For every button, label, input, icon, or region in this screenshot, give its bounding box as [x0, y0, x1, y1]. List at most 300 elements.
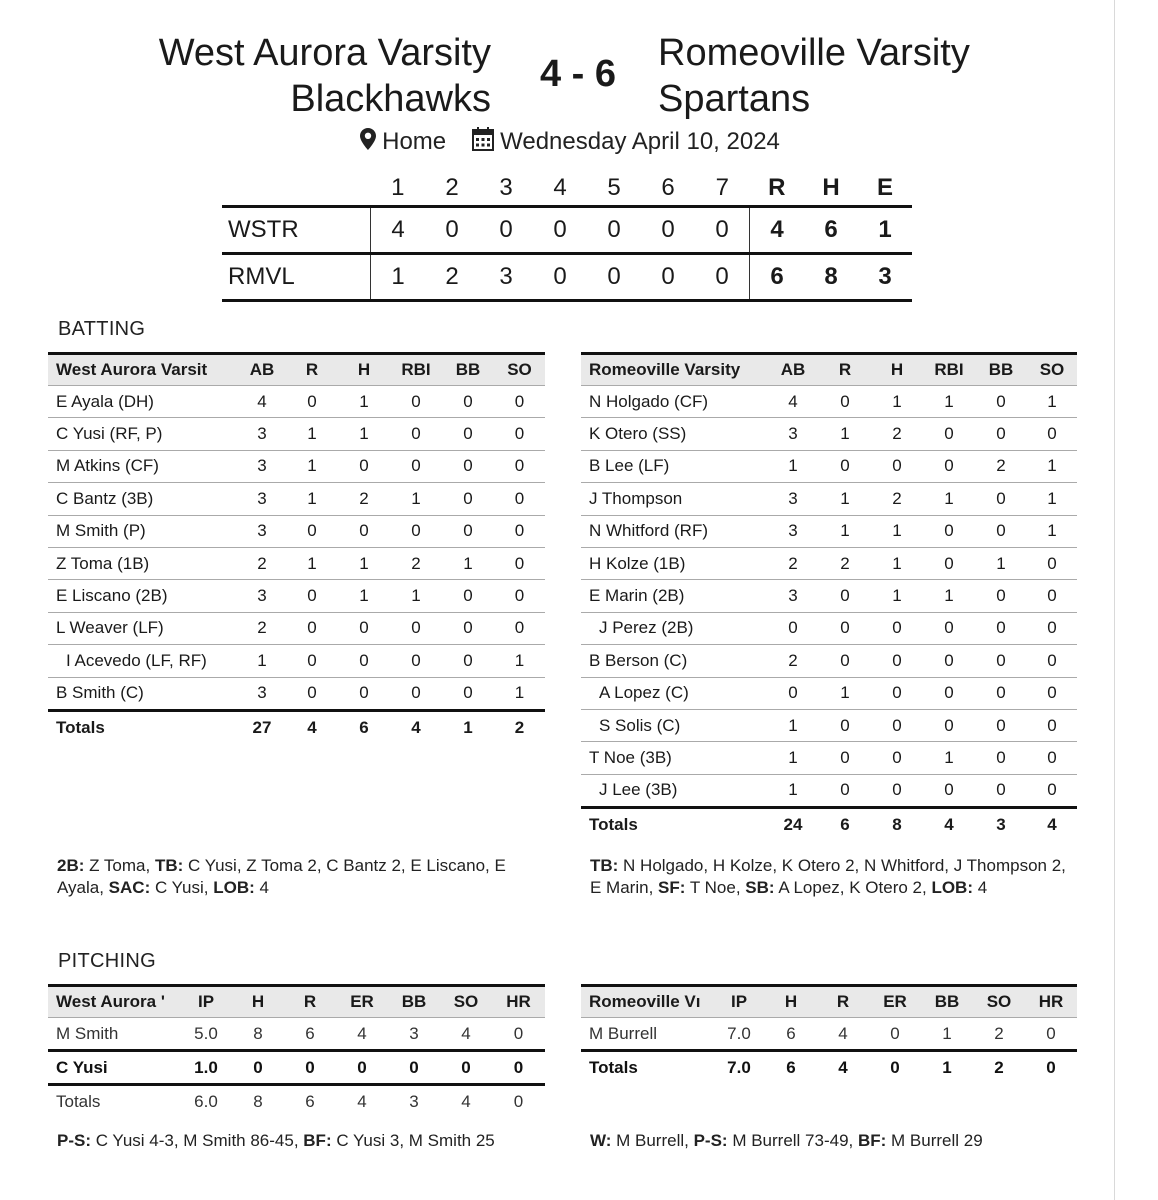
stat-cell: 1	[338, 580, 390, 612]
stat-cell: 3	[238, 450, 286, 482]
stat-cell: 0	[871, 645, 923, 677]
totals-cell: 4	[390, 710, 442, 743]
linescore-header-cell: 3	[499, 174, 513, 201]
page-edge	[1114, 0, 1115, 1200]
table-row	[48, 645, 545, 677]
column-header: RBI	[390, 354, 442, 386]
stat-cell: 1	[494, 645, 545, 677]
stat-cell: 4	[336, 1085, 388, 1118]
stat-cell: 0	[819, 709, 871, 741]
linescore-inning-cell: 0	[587, 207, 641, 254]
stat-cell: 0	[286, 386, 338, 418]
pitcher-name-cell: Totals	[581, 1051, 713, 1084]
linescore-corner	[222, 171, 371, 207]
linescore-hits-cell: 8	[804, 254, 858, 301]
stat-cell: 3	[238, 483, 286, 515]
home-team-line2: Spartans	[658, 78, 811, 120]
stat-cell: 0	[923, 547, 975, 579]
stat-cell: 4	[336, 1018, 388, 1051]
stat-cell: 0	[494, 483, 545, 515]
column-header: BB	[442, 354, 494, 386]
stat-cell: 0	[767, 677, 819, 709]
away-pitching-table	[48, 984, 545, 1117]
totals-cell: 6	[338, 710, 390, 743]
game-meta	[0, 127, 1140, 158]
stat-cell: 0	[338, 612, 390, 644]
stat-cell: 1	[923, 580, 975, 612]
column-header: SO	[973, 986, 1025, 1018]
stat-cell: 0	[923, 677, 975, 709]
player-name-cell: A Lopez (C)	[581, 677, 767, 709]
stat-cell: 0	[923, 450, 975, 482]
stat-cell: 2	[238, 612, 286, 644]
stat-cell: 2	[973, 1018, 1025, 1051]
linescore-team-cell: WSTR	[222, 207, 371, 254]
stat-cell: 1	[819, 418, 871, 450]
stat-cell: 1	[238, 645, 286, 677]
table-row	[581, 742, 1077, 774]
stat-cell: 0	[819, 742, 871, 774]
stat-cell: 1	[338, 386, 390, 418]
totals-cell: 3	[975, 808, 1027, 841]
stat-cell: 0	[1027, 580, 1077, 612]
stat-cell: 1	[923, 742, 975, 774]
stat-cell: 0	[871, 774, 923, 807]
stat-cell: 3	[238, 515, 286, 547]
stat-cell: 0	[869, 1018, 921, 1051]
away-team-line1: West Aurora Varsity	[158, 32, 491, 74]
stat-cell: 0	[923, 709, 975, 741]
stat-cell: 3	[388, 1085, 440, 1118]
table-row	[48, 580, 545, 612]
linescore-errors-cell: 1	[858, 207, 912, 254]
stat-cell: 0	[1027, 418, 1077, 450]
stat-cell: 0	[975, 774, 1027, 807]
column-header: R	[817, 986, 869, 1018]
stat-cell: 1	[1027, 515, 1077, 547]
stat-cell: 0	[871, 709, 923, 741]
column-header: West Aurora Varsit	[48, 354, 238, 386]
linescore-inning-cell: 0	[695, 254, 750, 301]
home-batting-table	[581, 352, 1077, 840]
player-name-cell: C Bantz (3B)	[48, 483, 238, 515]
stat-cell: 1	[494, 677, 545, 710]
linescore-header-cell: 5	[607, 174, 621, 201]
linescore-header-cell: 1	[391, 174, 405, 201]
stat-cell: 7.0	[713, 1051, 765, 1084]
stat-cell: 2	[973, 1051, 1025, 1084]
stat-cell: 0	[1027, 612, 1077, 644]
column-header: HR	[1025, 986, 1077, 1018]
home-team-name	[658, 30, 970, 122]
stat-cell: 0	[492, 1051, 545, 1085]
stat-cell: 0	[819, 580, 871, 612]
stat-cell: 4	[440, 1085, 492, 1118]
player-name-cell: N Whitford (RF)	[581, 515, 767, 547]
column-header: SO	[440, 986, 492, 1018]
stat-cell: 1.0	[180, 1051, 232, 1085]
totals-cell: 4	[1027, 808, 1077, 841]
totals-row	[581, 808, 1077, 841]
stat-cell: 0	[390, 418, 442, 450]
linescore-runs-cell: 4	[750, 207, 805, 254]
stat-cell: 0	[975, 677, 1027, 709]
stat-cell: 7.0	[713, 1018, 765, 1051]
totals-cell: 4	[286, 710, 338, 743]
player-name-cell: H Kolze (1B)	[581, 547, 767, 579]
table-row	[581, 450, 1077, 482]
stat-cell: 1	[871, 515, 923, 547]
stat-cell: 2	[767, 547, 819, 579]
stat-cell: 0	[390, 515, 442, 547]
pitcher-row	[581, 1018, 1077, 1051]
linescore-team-cell: RMVL	[222, 254, 371, 301]
stat-cell: 1	[338, 547, 390, 579]
stat-cell: 1	[286, 450, 338, 482]
linescore-inning-cell: 1	[371, 254, 426, 301]
stat-cell: 1	[767, 709, 819, 741]
stat-cell: 0	[819, 612, 871, 644]
stat-cell: 0	[390, 645, 442, 677]
column-header: Romeoville Varsity	[581, 354, 767, 386]
stat-cell: 0	[440, 1051, 492, 1085]
stat-cell: 0	[1027, 774, 1077, 807]
stat-cell: 0	[442, 418, 494, 450]
stat-cell: 1	[819, 515, 871, 547]
stat-cell: 0	[923, 612, 975, 644]
linescore-header-cell: H	[822, 174, 840, 201]
stat-cell: 1	[286, 483, 338, 515]
linescore-inning-cell: 0	[641, 254, 695, 301]
stat-cell: 2	[338, 483, 390, 515]
stat-cell: 1	[442, 547, 494, 579]
stat-cell: 4	[817, 1018, 869, 1051]
table-row	[581, 677, 1077, 709]
stat-cell: 3	[767, 580, 819, 612]
player-name-cell: Z Toma (1B)	[48, 547, 238, 579]
stat-cell: 6	[284, 1085, 336, 1118]
column-header: BB	[975, 354, 1027, 386]
stat-cell: 0	[975, 515, 1027, 547]
stat-cell: 0	[819, 645, 871, 677]
column-header: BB	[921, 986, 973, 1018]
column-header: SO	[1027, 354, 1077, 386]
stat-cell: 0	[923, 645, 975, 677]
stat-cell: 4	[440, 1018, 492, 1051]
table-row	[581, 483, 1077, 515]
stat-cell: 0	[442, 515, 494, 547]
stat-cell: 0	[442, 645, 494, 677]
stat-cell: 0	[819, 450, 871, 482]
game-header	[0, 28, 1114, 128]
column-header: R	[284, 986, 336, 1018]
linescore-row	[222, 207, 912, 254]
map-pin-icon	[360, 128, 376, 157]
stat-cell: 0	[819, 774, 871, 807]
stat-cell: 2	[871, 418, 923, 450]
totals-cell: 8	[871, 808, 923, 841]
column-header: R	[286, 354, 338, 386]
player-name-cell: M Smith (P)	[48, 515, 238, 547]
stat-cell: 0	[923, 774, 975, 807]
pitching-section-title: PITCHING	[58, 950, 156, 972]
stat-cell: 0	[336, 1051, 388, 1085]
linescore-header-cell: R	[768, 174, 786, 201]
table-row	[581, 515, 1077, 547]
stat-cell: 0	[390, 612, 442, 644]
stat-cell: 1	[1027, 450, 1077, 482]
player-name-cell: B Berson (C)	[581, 645, 767, 677]
stat-cell: 0	[442, 386, 494, 418]
stat-cell: 0	[494, 547, 545, 579]
player-name-cell: L Weaver (LF)	[48, 612, 238, 644]
player-name-cell: E Liscano (2B)	[48, 580, 238, 612]
stat-cell: 0	[1027, 547, 1077, 579]
stat-cell: 2	[871, 483, 923, 515]
away-team-line2: Blackhawks	[290, 78, 491, 120]
stat-cell: 0	[442, 612, 494, 644]
stat-cell: 0	[390, 450, 442, 482]
away-team-name	[159, 30, 491, 122]
stat-cell: 0	[975, 386, 1027, 418]
column-header: IP	[180, 986, 232, 1018]
stat-cell: 0	[494, 612, 545, 644]
stat-cell: 0	[338, 645, 390, 677]
home-pitching-table	[581, 984, 1077, 1083]
stat-cell: 1	[923, 483, 975, 515]
stat-cell: 4	[238, 386, 286, 418]
home-batting-notes: TB: N Holgado, H Kolze, K Otero 2, N Whitford, J Thompson 2, E Marin, SF: T Noe, SB: A Lopez, K Otero 2, LOB: 4	[590, 856, 1066, 897]
stat-cell: 0	[442, 580, 494, 612]
linescore-inning-cell: 3	[479, 254, 533, 301]
linescore-row	[222, 254, 912, 301]
stat-cell: 3	[767, 515, 819, 547]
linescore-header-cell: 4	[553, 174, 567, 201]
batting-section-title: BATTING	[58, 318, 146, 340]
column-header: AB	[767, 354, 819, 386]
linescore-inning-cell: 0	[641, 207, 695, 254]
stat-cell: 5.0	[180, 1018, 232, 1051]
pitcher-name-cell: C Yusi	[48, 1051, 180, 1085]
stat-cell: 0	[975, 483, 1027, 515]
home-pitching-notes: W: M Burrell, P-S: M Burrell 73-49, BF: M Burrell 29	[590, 1131, 983, 1150]
column-header: H	[765, 986, 817, 1018]
stat-cell: 0	[923, 515, 975, 547]
table-row	[581, 612, 1077, 644]
linescore-header-cell: 6	[661, 174, 675, 201]
stat-cell: 0	[492, 1085, 545, 1118]
stat-cell: 0	[975, 709, 1027, 741]
stat-cell: 0	[286, 645, 338, 677]
player-name-cell: J Perez (2B)	[581, 612, 767, 644]
home-team-line1: Romeoville Varsity	[658, 32, 970, 74]
player-name-cell: S Solis (C)	[581, 709, 767, 741]
table-row	[48, 450, 545, 482]
stat-cell: 0	[869, 1051, 921, 1084]
stat-cell: 1	[390, 483, 442, 515]
linescore-inning-cell: 0	[533, 254, 587, 301]
column-header: West Aurora '	[48, 986, 180, 1018]
stat-cell: 1	[871, 580, 923, 612]
linescore-inning-cell: 0	[425, 207, 479, 254]
stat-cell: 2	[975, 450, 1027, 482]
stat-cell: 0	[388, 1051, 440, 1085]
player-name-cell: B Smith (C)	[48, 677, 238, 710]
linescore-errors-cell: 3	[858, 254, 912, 301]
linescore-table	[222, 171, 912, 302]
away-batting-table	[48, 352, 545, 743]
pitcher-row	[48, 1051, 545, 1085]
table-row	[48, 418, 545, 450]
stat-cell: 0	[284, 1051, 336, 1085]
player-name-cell: I Acevedo (LF, RF)	[48, 645, 238, 677]
stat-cell: 0	[390, 677, 442, 710]
stat-cell: 1	[975, 547, 1027, 579]
linescore-inning-cell: 2	[425, 254, 479, 301]
stat-cell: 0	[1027, 742, 1077, 774]
stat-cell: 0	[338, 450, 390, 482]
column-header: HR	[492, 986, 545, 1018]
stat-cell: 0	[975, 418, 1027, 450]
column-header: BB	[388, 986, 440, 1018]
table-row	[581, 580, 1077, 612]
stat-cell: 0	[286, 580, 338, 612]
linescore-inning-cell: 0	[479, 207, 533, 254]
totals-cell: 4	[923, 808, 975, 841]
stat-cell: 2	[390, 547, 442, 579]
table-row	[581, 774, 1077, 807]
column-header: H	[338, 354, 390, 386]
stat-cell: 2	[819, 547, 871, 579]
table-row	[48, 483, 545, 515]
stat-cell: 0	[494, 418, 545, 450]
linescore-inning-cell: 4	[371, 207, 426, 254]
linescore-hits-cell: 6	[804, 207, 858, 254]
stat-cell: 0	[923, 418, 975, 450]
linescore-inning-cell: 0	[533, 207, 587, 254]
linescore-runs-cell: 6	[750, 254, 805, 301]
totals-label: Totals	[48, 710, 238, 743]
away-batting-notes: 2B: Z Toma, TB: C Yusi, Z Toma 2, C Bantz 2, E Liscano, E Ayala, SAC: C Yusi, LOB: 4	[57, 856, 506, 897]
table-row	[48, 386, 545, 418]
stat-cell: 1	[871, 386, 923, 418]
totals-row	[48, 710, 545, 743]
player-name-cell: N Holgado (CF)	[581, 386, 767, 418]
stat-cell: 4	[767, 386, 819, 418]
stat-cell: 0	[494, 386, 545, 418]
column-header: H	[232, 986, 284, 1018]
stat-cell: 0	[442, 450, 494, 482]
linescore-header-cell: 2	[445, 174, 459, 201]
stat-cell: 0	[232, 1051, 284, 1085]
stat-cell: 0	[442, 483, 494, 515]
stat-cell: 0	[871, 742, 923, 774]
away-pitching-notes: P-S: C Yusi 4-3, M Smith 86-45, BF: C Yusi 3, M Smith 25	[57, 1131, 495, 1150]
stat-cell: 0	[494, 515, 545, 547]
stat-cell: 0	[1027, 677, 1077, 709]
stat-cell: 3	[388, 1018, 440, 1051]
date-text: Wednesday April 10, 2024	[500, 127, 780, 155]
stat-cell: 6	[284, 1018, 336, 1051]
table-row	[48, 612, 545, 644]
table-row	[581, 645, 1077, 677]
stat-cell: 0	[871, 677, 923, 709]
totals-cell: 6	[819, 808, 871, 841]
stat-cell: 0	[975, 612, 1027, 644]
stat-cell: 1	[1027, 386, 1077, 418]
stat-cell: 3	[238, 418, 286, 450]
linescore-inning-cell: 0	[695, 207, 750, 254]
column-header: ER	[869, 986, 921, 1018]
totals-cell: 1	[442, 710, 494, 743]
table-row	[48, 547, 545, 579]
stat-cell: 0	[442, 677, 494, 710]
column-header: ER	[336, 986, 388, 1018]
stat-cell: 3	[767, 418, 819, 450]
stat-cell: 1	[819, 483, 871, 515]
pitcher-row	[581, 1051, 1077, 1084]
player-name-cell: J Lee (3B)	[581, 774, 767, 807]
stat-cell: 2	[238, 547, 286, 579]
table-row	[581, 418, 1077, 450]
location-text: Home	[382, 127, 447, 155]
stat-cell: 0	[494, 580, 545, 612]
calendar-icon	[472, 127, 494, 158]
stat-cell: 1	[923, 386, 975, 418]
pitcher-row	[48, 1018, 545, 1051]
stat-cell: 1	[767, 742, 819, 774]
column-header: RBI	[923, 354, 975, 386]
stat-cell: 1	[871, 547, 923, 579]
table-row	[48, 677, 545, 710]
column-header: R	[819, 354, 871, 386]
stat-cell: 0	[871, 612, 923, 644]
stat-cell: 0	[975, 742, 1027, 774]
stat-cell: 0	[975, 645, 1027, 677]
stat-cell: 3	[238, 580, 286, 612]
totals-cell: 2	[494, 710, 545, 743]
column-header: H	[871, 354, 923, 386]
stat-cell: 0	[338, 515, 390, 547]
table-row	[581, 547, 1077, 579]
player-name-cell: C Yusi (RF, P)	[48, 418, 238, 450]
stat-cell: 1	[819, 677, 871, 709]
pitcher-name-cell: Totals	[48, 1085, 180, 1118]
stat-cell: 0	[494, 450, 545, 482]
stat-cell: 1	[286, 418, 338, 450]
totals-cell: 24	[767, 808, 819, 841]
pitcher-row	[48, 1085, 545, 1118]
totals-cell: 27	[238, 710, 286, 743]
stat-cell: 1	[338, 418, 390, 450]
stat-cell: 3	[238, 677, 286, 710]
stat-cell: 6	[765, 1051, 817, 1084]
column-header: SO	[494, 354, 545, 386]
stat-cell: 0	[338, 677, 390, 710]
stat-cell: 0	[286, 515, 338, 547]
final-score: 4 - 6	[539, 53, 617, 95]
totals-label: Totals	[581, 808, 767, 841]
stat-cell: 8	[232, 1085, 284, 1118]
table-row	[581, 386, 1077, 418]
stat-cell: 0	[975, 580, 1027, 612]
player-name-cell: E Marin (2B)	[581, 580, 767, 612]
table-row	[48, 515, 545, 547]
stat-cell: 0	[492, 1018, 545, 1051]
stat-cell: 1	[1027, 483, 1077, 515]
stat-cell: 1	[921, 1051, 973, 1084]
stat-cell: 4	[817, 1051, 869, 1084]
